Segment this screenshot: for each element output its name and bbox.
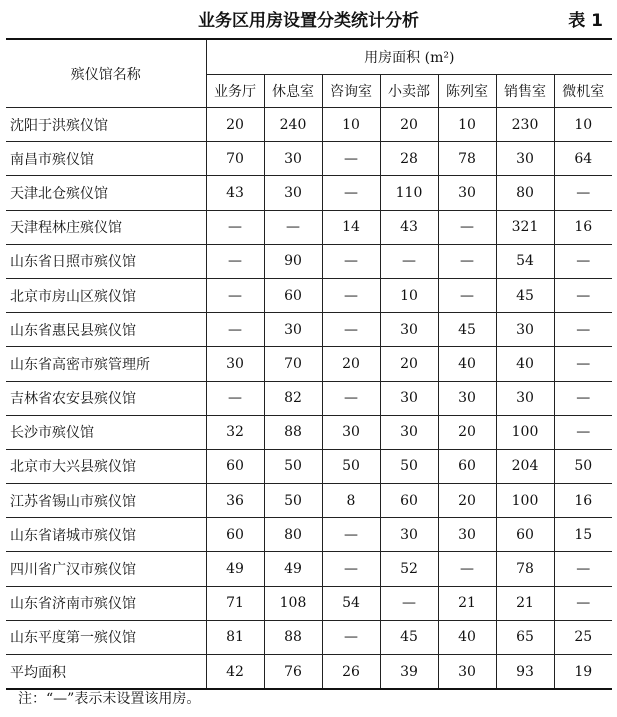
value-cell: 64 xyxy=(554,142,612,176)
value-cell: 321 xyxy=(496,210,554,244)
column-header: 陈列室 xyxy=(438,75,496,108)
value-cell: 30 xyxy=(496,313,554,347)
value-cell: 204 xyxy=(496,449,554,483)
value-cell: 90 xyxy=(264,244,322,278)
value-cell: 81 xyxy=(206,620,264,654)
value-cell: — xyxy=(322,552,380,586)
value-cell: 54 xyxy=(322,586,380,620)
value-cell: — xyxy=(322,620,380,654)
table-body xyxy=(6,108,612,690)
column-header: 小卖部 xyxy=(380,75,438,108)
value-cell: — xyxy=(554,552,612,586)
table-row xyxy=(6,484,612,518)
value-cell: 60 xyxy=(380,484,438,518)
value-cell: 10 xyxy=(322,108,380,142)
value-cell: — xyxy=(206,210,264,244)
column-header: 业务厅 xyxy=(206,75,264,108)
value-cell: 40 xyxy=(438,347,496,381)
value-cell: 10 xyxy=(380,278,438,312)
facility-name-cell: 天津北仓殡仪馆 xyxy=(6,176,206,210)
value-cell: — xyxy=(438,278,496,312)
value-cell: 30 xyxy=(380,415,438,449)
value-cell: — xyxy=(438,210,496,244)
value-cell: 28 xyxy=(380,142,438,176)
value-cell: 50 xyxy=(554,449,612,483)
value-cell: 16 xyxy=(554,210,612,244)
value-cell: 230 xyxy=(496,108,554,142)
value-cell: — xyxy=(554,586,612,620)
value-cell: 21 xyxy=(438,586,496,620)
table-row xyxy=(6,347,612,381)
value-cell: 30 xyxy=(496,381,554,415)
value-cell: — xyxy=(554,244,612,278)
value-cell: 80 xyxy=(496,176,554,210)
table-title: 业务区用房设置分类统计分析 xyxy=(198,11,419,31)
value-cell: 30 xyxy=(438,176,496,210)
value-cell: 100 xyxy=(496,484,554,518)
value-cell: 50 xyxy=(380,449,438,483)
value-cell: 40 xyxy=(438,620,496,654)
area-group-header: 用房面积 (m²) xyxy=(206,39,612,75)
facility-name-cell: 天津程林庄殡仪馆 xyxy=(6,210,206,244)
value-cell: 30 xyxy=(322,415,380,449)
table-row xyxy=(6,449,612,483)
value-cell: — xyxy=(206,244,264,278)
value-cell: 39 xyxy=(380,655,438,690)
table-row xyxy=(6,176,612,210)
value-cell: 30 xyxy=(264,176,322,210)
value-cell: — xyxy=(322,244,380,278)
value-cell: 60 xyxy=(206,518,264,552)
value-cell: — xyxy=(322,176,380,210)
facility-name-cell: 山东省诸城市殡仪馆 xyxy=(6,518,206,552)
value-cell: 10 xyxy=(438,108,496,142)
value-cell: 45 xyxy=(438,313,496,347)
value-cell: 30 xyxy=(264,313,322,347)
table-row xyxy=(6,278,612,312)
value-cell: 30 xyxy=(380,518,438,552)
value-cell: — xyxy=(264,210,322,244)
value-cell: 65 xyxy=(496,620,554,654)
value-cell: 93 xyxy=(496,655,554,690)
value-cell: 32 xyxy=(206,415,264,449)
value-cell: 43 xyxy=(380,210,438,244)
value-cell: 20 xyxy=(438,484,496,518)
value-cell: 30 xyxy=(438,655,496,690)
table-number: 表 1 xyxy=(568,11,603,31)
value-cell: 26 xyxy=(322,655,380,690)
value-cell: 54 xyxy=(496,244,554,278)
value-cell: — xyxy=(322,313,380,347)
facility-name-cell: 北京市房山区殡仪馆 xyxy=(6,278,206,312)
value-cell: 30 xyxy=(496,142,554,176)
value-cell: 60 xyxy=(206,449,264,483)
value-cell: 60 xyxy=(264,278,322,312)
value-cell: 40 xyxy=(496,347,554,381)
value-cell: 20 xyxy=(380,108,438,142)
value-cell: 30 xyxy=(380,313,438,347)
facility-name-cell: 长沙市殡仪馆 xyxy=(6,415,206,449)
value-cell: 88 xyxy=(264,620,322,654)
facility-name-cell: 沈阳于洪殡仪馆 xyxy=(6,108,206,142)
value-cell: — xyxy=(554,381,612,415)
value-cell: 110 xyxy=(380,176,438,210)
facility-name-cell: 四川省广汉市殡仪馆 xyxy=(6,552,206,586)
value-cell: 80 xyxy=(264,518,322,552)
average-row xyxy=(6,655,612,690)
value-cell: 70 xyxy=(206,142,264,176)
value-cell: — xyxy=(438,244,496,278)
value-cell: — xyxy=(206,313,264,347)
column-header: 微机室 xyxy=(554,75,612,108)
value-cell: — xyxy=(380,244,438,278)
value-cell: 82 xyxy=(264,381,322,415)
value-cell: 52 xyxy=(380,552,438,586)
statistics-table xyxy=(6,38,612,690)
value-cell: 100 xyxy=(496,415,554,449)
table-row xyxy=(6,210,612,244)
value-cell: 60 xyxy=(438,449,496,483)
table-row xyxy=(6,313,612,347)
value-cell: 15 xyxy=(554,518,612,552)
value-cell: — xyxy=(554,313,612,347)
value-cell: — xyxy=(380,586,438,620)
facility-name-cell: 江苏省锡山市殡仪馆 xyxy=(6,484,206,518)
value-cell: 30 xyxy=(206,347,264,381)
value-cell: 78 xyxy=(496,552,554,586)
table-row xyxy=(6,518,612,552)
name-column-header: 殡仪馆名称 xyxy=(6,39,206,108)
value-cell: 30 xyxy=(264,142,322,176)
value-cell: 45 xyxy=(380,620,438,654)
value-cell: 50 xyxy=(264,484,322,518)
value-cell: 16 xyxy=(554,484,612,518)
facility-name-cell: 山东省高密市殡管理所 xyxy=(6,347,206,381)
value-cell: — xyxy=(322,381,380,415)
value-cell: 19 xyxy=(554,655,612,690)
value-cell: 45 xyxy=(496,278,554,312)
facility-name-cell: 南昌市殡仪馆 xyxy=(6,142,206,176)
value-cell: 30 xyxy=(380,381,438,415)
value-cell: 21 xyxy=(496,586,554,620)
value-cell: 25 xyxy=(554,620,612,654)
table-row xyxy=(6,415,612,449)
table-row xyxy=(6,142,612,176)
value-cell: — xyxy=(206,278,264,312)
value-cell: 70 xyxy=(264,347,322,381)
facility-name-cell: 山东省惠民县殡仪馆 xyxy=(6,313,206,347)
value-cell: 108 xyxy=(264,586,322,620)
table-row xyxy=(6,108,612,142)
value-cell: 20 xyxy=(322,347,380,381)
value-cell: 20 xyxy=(380,347,438,381)
value-cell: 49 xyxy=(206,552,264,586)
facility-name-cell: 平均面积 xyxy=(10,664,66,681)
value-cell: — xyxy=(554,278,612,312)
value-cell: — xyxy=(554,347,612,381)
value-cell: — xyxy=(322,142,380,176)
value-cell: 36 xyxy=(206,484,264,518)
table-row xyxy=(6,620,612,654)
value-cell: 30 xyxy=(438,518,496,552)
value-cell: 78 xyxy=(438,142,496,176)
value-cell: — xyxy=(206,381,264,415)
value-cell: 49 xyxy=(264,552,322,586)
value-cell: 42 xyxy=(206,655,264,690)
facility-name-cell: 山东省日照市殡仪馆 xyxy=(6,244,206,278)
value-cell: 50 xyxy=(322,449,380,483)
value-cell: 10 xyxy=(554,108,612,142)
table-row xyxy=(6,381,612,415)
value-cell: — xyxy=(554,415,612,449)
value-cell: — xyxy=(438,552,496,586)
column-header: 咨询室 xyxy=(322,75,380,108)
value-cell: 30 xyxy=(438,381,496,415)
value-cell: 88 xyxy=(264,415,322,449)
facility-name-cell: 山东省济南市殡仪馆 xyxy=(6,586,206,620)
table-row xyxy=(6,244,612,278)
facility-name-cell: 山东平度第一殡仪馆 xyxy=(6,620,206,654)
value-cell: 20 xyxy=(206,108,264,142)
value-cell: 20 xyxy=(438,415,496,449)
facility-name-cell: 吉林省农安县殡仪馆 xyxy=(6,381,206,415)
value-cell: 8 xyxy=(322,484,380,518)
value-cell: 240 xyxy=(264,108,322,142)
value-cell: 14 xyxy=(322,210,380,244)
value-cell: — xyxy=(322,278,380,312)
table-row xyxy=(6,586,612,620)
footnote: 注：“—”表示未设置该用房。 xyxy=(18,691,201,707)
facility-name-cell: 北京市大兴县殡仪馆 xyxy=(6,449,206,483)
table-row xyxy=(6,552,612,586)
value-cell: 71 xyxy=(206,586,264,620)
column-header: 休息室 xyxy=(264,75,322,108)
value-cell: 76 xyxy=(264,655,322,690)
value-cell: — xyxy=(322,518,380,552)
column-header: 销售室 xyxy=(496,75,554,108)
value-cell: — xyxy=(554,176,612,210)
value-cell: 50 xyxy=(264,449,322,483)
value-cell: 43 xyxy=(206,176,264,210)
value-cell: 60 xyxy=(496,518,554,552)
